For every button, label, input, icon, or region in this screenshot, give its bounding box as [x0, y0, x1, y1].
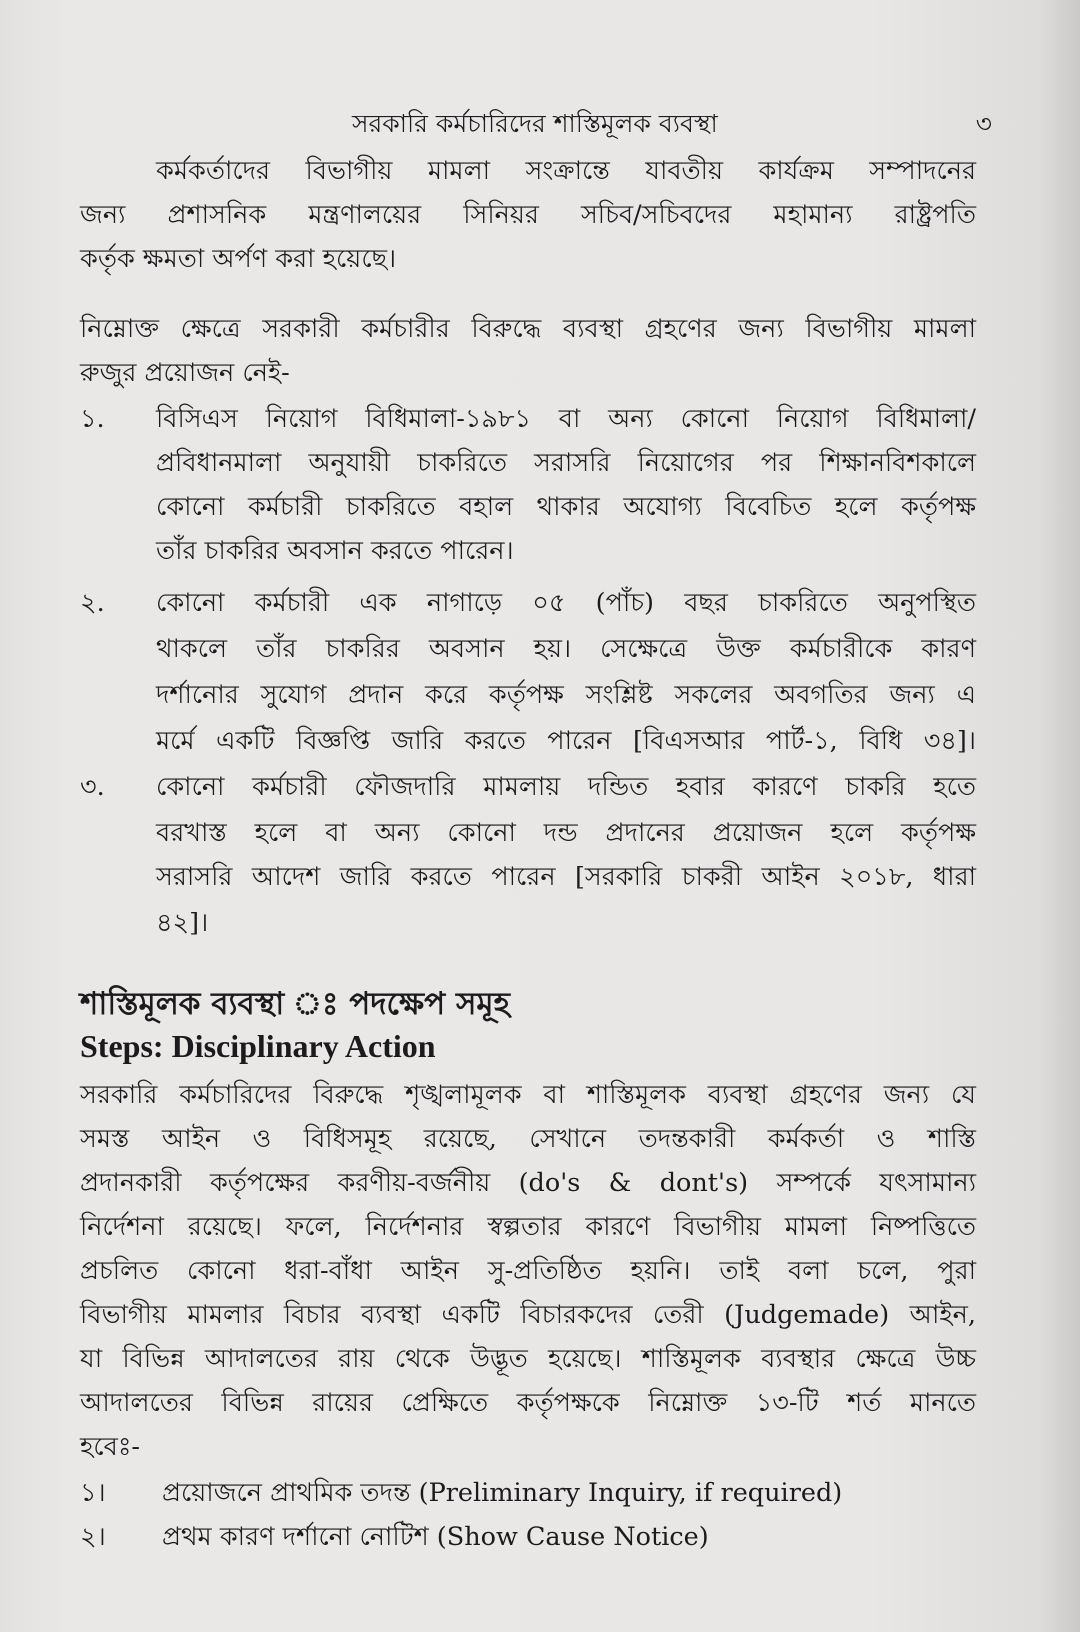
paragraph-line: সমস্ত আইন ও বিধিসমূহ রয়েছে, সেখানে তদন্তকারী কর্মকর্তা ও শাস্তি [80, 1124, 976, 1154]
paragraph-line: জন্য প্রশাসনিক মন্ত্রণালয়ের সিনিয়র সচিব/সচিবদের মহামান্য রাষ্ট্রপতি [80, 200, 976, 230]
list-item-line: ৪২]। [156, 908, 209, 938]
paragraph-line: আদালতের বিভিন্ন রায়ের প্রেক্ষিতে কর্তৃপক্ষকে নিম্নোক্ত ১৩-টি শর্ত মানতে [80, 1388, 976, 1418]
section-heading-bengali: শাস্তিমূলক ব্যবস্থা ঃ পদক্ষেপ সমূহ [80, 986, 510, 1022]
section-heading-english: Steps: Disciplinary Action [80, 1028, 436, 1064]
page-number: ৩ [975, 109, 992, 138]
list-item-line: বরখাস্ত হলে বা অন্য কোনো দন্ড প্রদানের প্রয়োজন হলে কর্তৃপক্ষ [156, 818, 976, 848]
paragraph-line: নিম্নোক্ত ক্ষেত্রে সরকারী কর্মচারীর বিরুদ্ধে ব্যবস্থা গ্রহণের জন্য বিভাগীয় মামলা [80, 314, 976, 344]
list-item-number: ১. [80, 404, 105, 434]
step-text: প্রয়োজনে প্রাথমিক তদন্ত (Preliminary Inquiry, if required) [162, 1478, 843, 1508]
step-text: প্রথম কারণ দর্শানো নোটিশ (Show Cause Notice) [162, 1522, 709, 1552]
paragraph-line: নির্দেশনা রয়েছে। ফলে, নির্দেশনার স্বল্পতার কারণে বিভাগীয় মামলা নিষ্পত্তিতে [80, 1212, 976, 1242]
list-item-line: সরাসরি আদেশ জারি করতে পারেন [সরকারি চাকরী আইন ২০১৮, ধারা [156, 862, 976, 892]
list-item-line: বিসিএস নিয়োগ বিধিমালা-১৯৮১ বা অন্য কোনো নিয়োগ বিধিমালা/ [156, 404, 976, 434]
list-item-number: ২. [80, 588, 105, 618]
paragraph-line: রুজুর প্রয়োজন নেই- [80, 358, 290, 388]
running-header-title: সরকারি কর্মচারিদের শাস্তিমূলক ব্যবস্থা [352, 109, 718, 138]
paragraph-line: কর্তৃক ক্ষমতা অর্পণ করা হয়েছে। [80, 244, 397, 274]
step-number: ২। [80, 1522, 106, 1552]
paragraph-line: যা বিভিন্ন আদালতের রায় থেকে উদ্ভূত হয়েছে। শাস্তিমূলক ব্যবস্থার ক্ষেত্রে উচ্চ [80, 1344, 976, 1374]
list-item-line: প্রবিধানমালা অনুযায়ী চাকরিতে সরাসরি নিয়োগের পর শিক্ষানবিশকালে [156, 448, 976, 478]
paragraph-line: বিভাগীয় মামলার বিচার ব্যবস্থা একটি বিচারকদের তেরী (Judgemade) আইন, [80, 1300, 976, 1330]
paragraph-line: হবেঃ- [80, 1432, 141, 1462]
step-number: ১। [80, 1478, 106, 1508]
list-item-line: মর্মে একটি বিজ্ঞপ্তি জারি করতে পারেন [বিএসআর পার্ট-১, বিধি ৩৪]। [156, 726, 976, 756]
paragraph-line: প্রদানকারী কর্তৃপক্ষের করণীয়-বর্জনীয় (do's & dont's) সম্পর্কে যৎসামান্য [80, 1168, 976, 1198]
list-item-line: দর্শানোর সুযোগ প্রদান করে কর্তৃপক্ষ সংশ্লিষ্ট সকলের অবগতির জন্য এ [156, 680, 976, 710]
list-item-line: তাঁর চাকরির অবসান করতে পারেন। [156, 536, 514, 566]
list-item-line: কোনো কর্মচারী চাকরিতে বহাল থাকার অযোগ্য বিবেচিত হলে কর্তৃপক্ষ [156, 492, 976, 522]
list-item-line: কোনো কর্মচারী এক নাগাড়ে ০৫ (পাঁচ) বছর চাকরিতে অনুপস্থিত [156, 588, 976, 618]
list-item-number: ৩. [80, 772, 105, 802]
list-item-line: কোনো কর্মচারী ফৌজদারি মামলায় দন্ডিত হবার কারণে চাকরি হতে [156, 772, 976, 802]
paragraph-line: সরকারি কর্মচারিদের বিরুদ্ধে শৃঙ্খলামূলক বা শাস্তিমূলক ব্যবস্থা গ্রহণের জন্য যে [80, 1080, 976, 1110]
running-header [352, 104, 992, 147]
paragraph-line: প্রচলিত কোনো ধরা-বাঁধা আইন সু-প্রতিষ্ঠিত হয়নি। তাই বলা চলে, পুরা [80, 1256, 976, 1286]
paragraph-line: কর্মকর্তাদের বিভাগীয় মামলা সংক্রান্তে যাবতীয় কার্যক্রম সম্পাদনের [156, 156, 976, 186]
list-item-line: থাকলে তাঁর চাকরির অবসান হয়। সেক্ষেত্রে উক্ত কর্মচারীকে কারণ [156, 634, 976, 664]
